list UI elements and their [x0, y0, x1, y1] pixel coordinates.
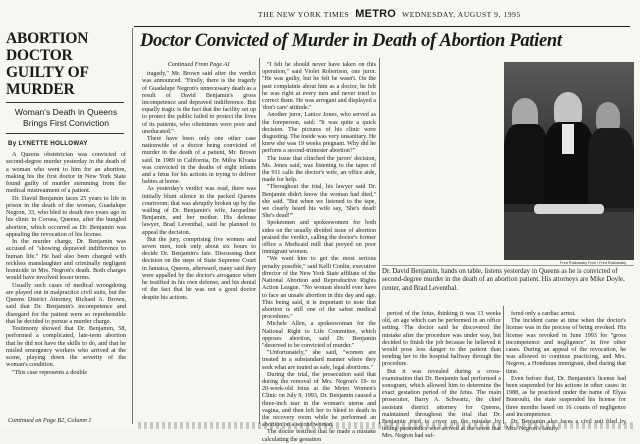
column-divider — [132, 28, 133, 424]
column-divider — [259, 58, 260, 424]
article-paragraph: tragedy," Mr. Brown said after the verdict was announced. "Firstly, there is the tragedy of Guadalupe Negron's unnecessary death as a result of David Benjamin's gross incompetence and depraved indifference. But equally tragic is the fact that the facility set up to protect the public failed to protect the lives of its patients, who oftentimes were poor and uneducated." — [142, 71, 256, 135]
photo-figure — [504, 124, 548, 204]
article-column-3 — [382, 62, 498, 258]
photo-figure — [562, 124, 574, 154]
article-paragraph: "Throughout the trial, his lawyer said Dr. Benjamin didn't know the woman had died," she said. "But when we listened to the tape, we clearly heard his wife say, 'She's dead! She's dead!'" — [262, 184, 376, 220]
article-paragraph: Spokesmen and spokeswomen for both sides on the usually divided issue of abortion praised the verdict, calling the doctor's former office a Medicaid mill that preyed on poor immigrant women. — [262, 220, 376, 256]
page-fold-edge — [138, 422, 634, 429]
masthead — [258, 8, 610, 24]
article-column-4 — [382, 311, 501, 440]
article-paragraph: The doctor testified that he made a mistake calculating the gestation — [262, 429, 376, 443]
article-paragraph: Dr. Benjamin also faces a civil suit filed by Mrs. Negron's family. — [506, 419, 626, 433]
article-paragraph: fered only a cardiac arrest. — [511, 311, 576, 317]
sidebar-article — [6, 28, 126, 424]
photo-figure — [588, 128, 634, 208]
photo-caption — [382, 268, 634, 293]
photo-figure — [596, 102, 620, 130]
sidebar-headline: ABORTION DOCTOR GUILTY OF MURDER — [6, 30, 89, 98]
sidebar-continued: Continued on Page B2, Column 1 — [8, 417, 92, 424]
photo-credit: Fred Rutkowsky Foto / Fred Rutkowsky — [560, 261, 627, 265]
article-paragraph: Even before that, Dr. Benjamin's license had been suspended for his actions in other cases: in 1988, as he practiced under the name of Elyas Bonrouhi, the state suspended his license for three months based on 16 counts of negligence and incompetence. — [506, 375, 626, 418]
masthead-date: WEDNESDAY, AUGUST 9, 1995 — [402, 10, 521, 19]
sidebar-rule-2 — [6, 133, 124, 134]
sidebar-paragraph: In the murder charge, Dr. Benjamin was accused of "showing depraved indifference to human life." He had also been charged with reckless manslaughter and criminally negligent homicide in Mrs. Negron's death. Both charges would have involved lesser terms. — [6, 238, 126, 282]
masthead-paper: THE NEW YORK TIMES — [258, 10, 350, 19]
article-paragraph: There have been only one other case nationwide of a doctor being convicted of murder in the death of a patient, Mr. Brown said. In 1989 in California, Dr. Milos Klvana was convicted in the deaths of eight infants and a fetus for his actions in trying to deliver babies at home. — [142, 136, 256, 186]
sidebar-rule — [6, 102, 124, 103]
column-divider — [503, 306, 504, 424]
article-column-2 — [262, 62, 376, 443]
caption-text: Dr. David Benjamin, hands on table, listens yesterday in Queens as he is convicted of second-degree murder in the death of an abortion patient. His attorneys are Mike Doyle, center, and Brad Leventhal. — [382, 268, 625, 292]
article-paragraph: period of the fetus, thinking it was 13 weeks old, an age which can be performed in an office setting. The doctor said he discovered the mistake after the procedure was under way, but decided to finish the job because he believed it would pose less danger to the patient than sending her to the hospital halfway through the procedure. — [382, 311, 501, 368]
courtroom-photo — [504, 62, 634, 260]
sidebar-paragraph: Testimony showed that Dr. Benjamin, 58, performed a complicated, late-term abortion that he did not have the skills to do, and that he misled emergency workers who arrived at the scene, playing down the severity of the woman's condition. — [6, 325, 126, 369]
article-paragraph: But the jury, comprising five women and seven men, took only about six hours to decide Dr. Benjamin's fate. Discussing their decision on the steps of State Supreme Court in Jamaica, Queens, afterward, many said they were appalled by the doctor's arrogance when he testified in his own defense, and his denial of the fact that he was not a good doctor despite his actions. — [142, 236, 256, 301]
sidebar-paragraph: Dr. David Benjamin faces 25 years to life in prison in the death of the woman, Guadalupe Negron, 33, who bled to death two years ago in his clinic in Corona, Queens, after the bungled abortion, which occurred as Dr. Benjamin was appealing the revocation of his license. — [6, 194, 126, 238]
article-column-5 — [506, 311, 626, 433]
sidebar-paragraph: Usually such cases of medical wrongdoing are played out in malpractice civil suits, but the Queens District Attorney, Richard A. Brown, said that Dr. Benjamin's incompetence and disregard for the patient were so reprehensible that he decided to pursue a murder charge. — [6, 281, 126, 325]
article-paragraph: The incident came at time when the doctor's license was in the process of being revoked. His license was revoked in June 1993 for "gross incompetence and negligence" in five other cases. During an appeal of the revocation, he was allowed to continue practicing, and Mrs. Negron, a Honduran immigrant, died during that time. — [506, 318, 626, 375]
article-paragraph: But it was revealed during a cross-examination that Dr. Benjamin had performed a sonogram, which allowed him to determine the exact gestation period of the fetus. The main prosecutor, Barry A. Schwartz, the chief assistant district attorney for Queens, maintained throughout the trial that Dr. Benjamin tried to cover up the mistake by telling paramedics who arrived at the scene that Mrs. Negron had suf- — [382, 368, 501, 440]
sidebar-subhead: Woman's Death in Queens Brings First Conviction — [14, 107, 118, 128]
article-paragraph: As yesterday's verdict was read, there was initially blunt silence in the packed Queens courtroom; that was abruptly broken up by the wailing of Dr. Benjamin's wife, Jacqueline Benjamin, and her mother. His defense lawyer, Brad Leventhal, said he planned to appeal the decision. — [142, 186, 256, 236]
photo-figure — [554, 92, 582, 124]
continued-from: Continued From Page A1 — [167, 62, 231, 68]
article-paragraph: Michele Allen, a spokeswoman for the National Right to Life Committee, which opposes abortion, said Dr. Benjamin "deserved to be convicted of murder." — [262, 321, 376, 349]
photo-hands — [534, 204, 604, 214]
photo-table — [504, 212, 634, 260]
sidebar-paragraph: "This case represents a double — [12, 368, 88, 376]
article-paragraph: "We want him to get the most serious penalty possible," said Kelli Conlin, executive director of the New York State affiliate of the National Abortion and Reproductive Rights Action League. "No woman should ever have to face an unsafe abortion in this day and age. This being said, it is important to note that abortion is still one of the safest medical procedures." — [262, 256, 376, 321]
masthead-section: METRO — [355, 8, 397, 20]
article-paragraph: The issue that clinched the jurors' decision, Ms. Jones said, was listening to the tapes of the 911 calls the doctor's wife, an office aide, made for help. — [262, 155, 376, 184]
article-paragraph: During the trial, the prosecution said that during the removal of Mrs. Negron's 19- to 20-week-old fetus at the Metro Women's Clinic on July 9, 1993, Dr. Benjamin caused a three-inch tear in the woman's uterus and vagina, and then left her to bleed to death in the recovery room while he performed an abortion on a second woman. — [262, 371, 376, 429]
article-paragraph: "I felt he should never have taken on this operation," said Violet Robertson, one juror. "He was guilty, but he felt he wasn't. On the past complaints about him as a doctor, he felt he was right at every turn and never tried to correct them. He was arrogant and displayed a 'don't care' attitude." — [262, 62, 376, 112]
article-column-1 — [142, 62, 256, 420]
article-paragraph: Another juror, Lanice Jones, who served as the foreperson, said: "It was quite a quick decision. The pictures of his clinic were disgusting. The inside was very unsanitary. He knew she was 19 weeks pregnant. Why did he perform a second-trimester abortion?" — [262, 112, 376, 155]
caption-rule — [382, 265, 634, 266]
sidebar-byline: By LYNETTE HOLLOWAY — [8, 140, 88, 147]
masthead-rule — [134, 26, 630, 27]
article-paragraph: "Unfortunately," she said, "women are treated in a substandard manner where they seek what are touted as safe, legal abortions." — [262, 350, 376, 371]
column-divider — [379, 58, 380, 424]
sidebar-paragraph: A Queens obstetrician was convicted of second-degree murder yesterday in the death of a woman who went to him for an abortion, making his the first doctor in New York State found guilty of murder stemming from the medical mistreatment of a patient. — [6, 151, 126, 195]
main-headline: Doctor Convicted of Murder in Death of Abortion Patient — [140, 31, 562, 51]
